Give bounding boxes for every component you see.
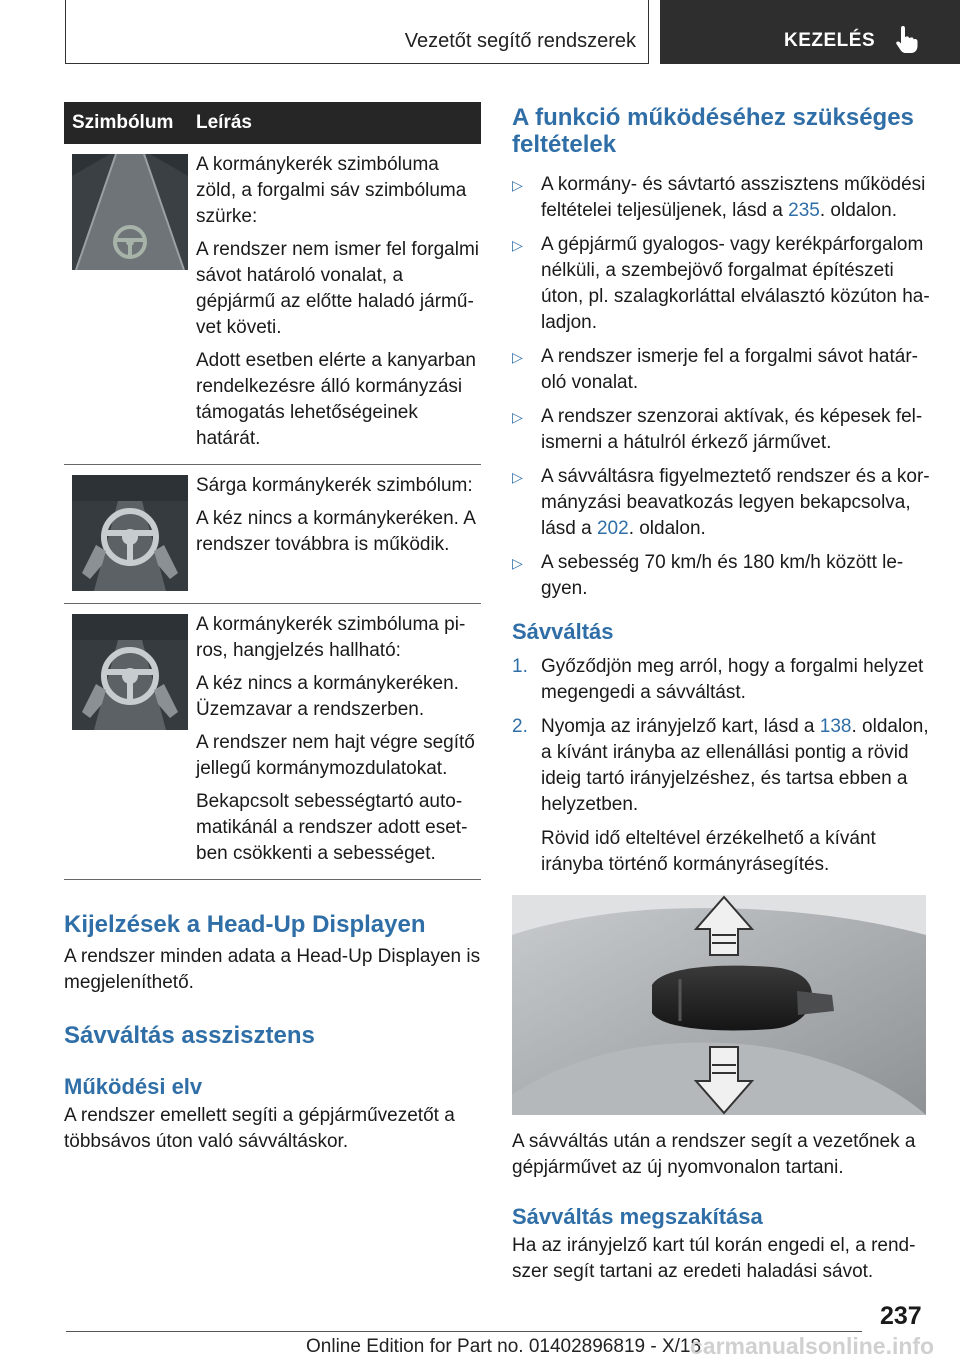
hud-heading: Kijelzések a Head-Up Displayen [64, 911, 426, 938]
row-text: A kéz nincs a kormánykeréken. A rendszer továbbra is működik. [196, 508, 475, 555]
tab-label: KEZELÉS [784, 30, 876, 51]
steps-list [512, 654, 932, 818]
row-text: Bekapcsolt sebességtartó automatikánál a rendszer adott esetben csökkenti a sebességet. [196, 791, 468, 864]
page-number: 237 [880, 1302, 922, 1330]
triangle-bullet-icon: ▷ [512, 177, 523, 193]
table-row [64, 604, 481, 880]
hand-pointer-icon [894, 24, 920, 54]
row-text: Adott esetben elérte a kanyarban rendelkezésre álló kormányzási támogatás lehetőségeinek határát. [196, 350, 476, 449]
tab-kezeles[interactable] [660, 0, 960, 64]
hud-text: A rendszer minden adata a Head-Up Displayen is megjeleníthető. [64, 946, 481, 993]
triangle-bullet-icon: ▷ [512, 469, 523, 485]
triangle-bullet-icon: ▷ [512, 237, 523, 253]
row-text: Sárga kormánykerék szimbólum: [196, 475, 473, 496]
conditions-list [512, 172, 932, 602]
abort-heading: Sávváltás megszakítása [512, 1204, 763, 1229]
footer-divider [66, 1331, 862, 1332]
table-header [64, 102, 481, 144]
step-note: Rövid idő elteltével érzékelhető a kívánt irányba történő kormányrásegítés. [541, 828, 876, 875]
list-item: ▷ A gépjármű gyalogos- vagy kerékpárforgalom nélküli, a szembejövő forgalmat építészeti úton, pl. szalagkorláttal elválasztó közúton haladjon. [512, 234, 930, 333]
steering-wheel-green-lane-icon [72, 154, 188, 270]
after-photo-text: A sávváltás után a rendszer segít a vezetőnek a gépjárművet az új nyomvonalon tartani. [512, 1131, 916, 1178]
list-item: ▷ A rendszer ismerje fel a forgalmi sávot határoló vonalat. [512, 346, 918, 393]
row-text: A kéz nincs a kormánykeréken. Üzemzavar a rendszerben. [196, 673, 459, 720]
step-number: 1. [512, 656, 528, 677]
abort-text: Ha az irányjelző kart túl korán engedi el, a rendszer segít tartani az eredeti haladási sávot. [512, 1235, 916, 1282]
table-row [64, 144, 481, 465]
steering-wheel-yellow-hands-icon [72, 475, 188, 591]
edition-text: Online Edition for Part no. 01402896819 - X/18 [306, 1336, 702, 1357]
principle-heading: Működési elv [64, 1074, 203, 1099]
lane-change-assistant-heading: Sávváltás asszisztens [64, 1022, 315, 1049]
left-column [64, 102, 481, 1155]
list-item: 1. Győződjön meg arról, hogy a forgalmi helyzet megengedi a sávváltást. [512, 656, 924, 703]
list-item: ▷ A sávváltásra figyelmeztető rendszer és a kormányzási beavatkozás legyen bekapcsolva, lásd a 202. oldalon. [512, 466, 930, 539]
triangle-bullet-icon: ▷ [512, 409, 523, 425]
table-row [64, 465, 481, 604]
column-header-description: Leírás [196, 112, 252, 133]
watermark: carmanualsonline.info [690, 1333, 935, 1359]
list-item: ▷ A kormány- és sávtartó asszisztens működési feltételei teljesüljenek, lásd a 235. oldalon. [512, 174, 926, 221]
lane-change-heading: Sávváltás [512, 619, 614, 644]
step-number: 2. [512, 716, 528, 737]
row-text: A rendszer nem hajt végre segítő jellegű kormánymozdulatokat. [196, 732, 475, 779]
column-header-symbol: Szimbólum [72, 112, 174, 133]
page-link-202[interactable]: 202 [596, 518, 629, 539]
list-item: ▷ A rendszer szenzorai aktívak, és képesek felismerni a hátulról érkező járművet. [512, 406, 923, 453]
row-text: A rendszer nem ismer fel forgalmi sávot határoló vonalat, a gépjármű az előtte haladó járművet követi. [196, 239, 479, 338]
row-text: A kormánykerék szimbóluma piros, hangjelzés hallható: [196, 614, 466, 661]
triangle-bullet-icon: ▷ [512, 555, 523, 571]
list-item: 2. Nyomja az irányjelző kart, lásd a 138. oldalon, a kívánt irányba az ellenállási pontig a rövid ideig tartó irányjelzéshez, és tartsa ebben a helyzetben. [512, 716, 929, 815]
triangle-bullet-icon: ▷ [512, 349, 523, 365]
page-link-138[interactable]: 138 [819, 716, 852, 737]
section-title: Vezetőt segítő rendszerek [404, 30, 636, 52]
page-link-235[interactable]: 235 [788, 200, 820, 221]
list-item: ▷ A sebesség 70 km/h és 180 km/h között legyen. [512, 552, 904, 599]
row-text: A kormánykerék szimbóluma zöld, a forgalmi sáv szimbóluma szürke: [196, 154, 467, 227]
turn-signal-lever-photo [512, 895, 926, 1115]
conditions-heading: A funkció működéséhez szükséges feltételek [512, 104, 914, 158]
right-column [512, 102, 932, 1285]
steering-wheel-red-hands-icon [72, 614, 188, 730]
principle-text: A rendszer emellett segíti a gépjárművezetőt a többsávos úton való sávváltáskor. [64, 1105, 455, 1152]
header-section-box [65, 0, 649, 64]
